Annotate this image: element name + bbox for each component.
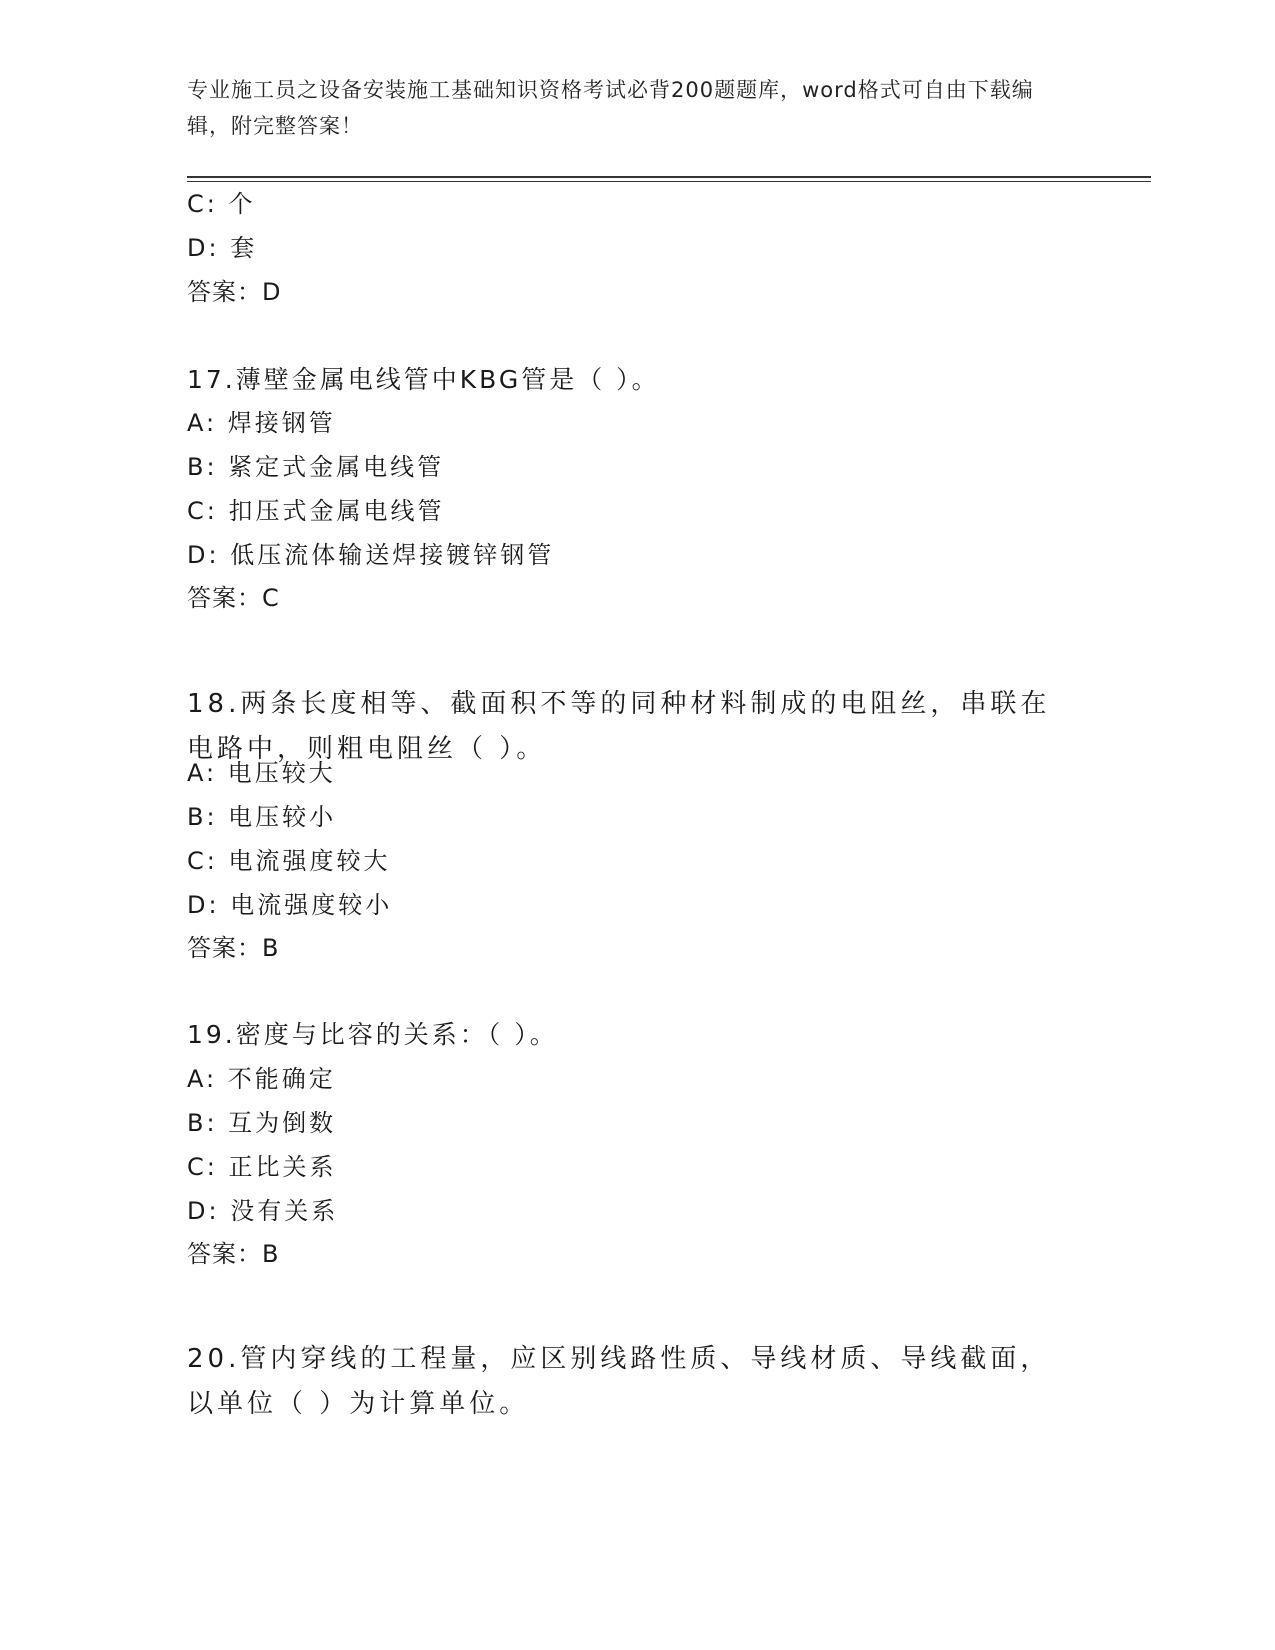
question-18-option-d: D: 电流强度较小 bbox=[187, 891, 393, 919]
header-divider-thick bbox=[187, 176, 1151, 178]
question-19-option-a: A: 不能确定 bbox=[187, 1065, 336, 1093]
question-17-answer: 答案：C bbox=[187, 584, 280, 612]
question-18-option-a: A: 电压较大 bbox=[187, 759, 336, 787]
question-19-option-c: C: 正比关系 bbox=[187, 1153, 337, 1181]
question-18-answer: 答案：B bbox=[187, 934, 280, 962]
question-18-option-b: B: 电压较小 bbox=[187, 803, 337, 831]
question-17-option-b: B: 紧定式金属电线管 bbox=[187, 453, 445, 481]
question-17-stem: 17.薄壁金属电线管中KBG管是（ ）。 bbox=[187, 365, 660, 394]
question-19-option-d: D: 没有关系 bbox=[187, 1197, 339, 1225]
question-17-option-d: D: 低压流体输送焊接镀锌钢管 bbox=[187, 541, 555, 569]
header-divider-thin bbox=[187, 181, 1151, 182]
question-20-stem: 20.管内穿线的工程量，应区别线路性质、导线材质、导线截面，以单位（ ）为计算单位。 bbox=[187, 1344, 1051, 1419]
question-18-option-c: C: 电流强度较大 bbox=[187, 847, 391, 875]
prev-option-d: D: 套 bbox=[187, 234, 258, 262]
question-17-option-c: C: 扣压式金属电线管 bbox=[187, 497, 445, 525]
question-19-option-b: B: 互为倒数 bbox=[187, 1109, 337, 1137]
question-17-option-a: A: 焊接钢管 bbox=[187, 409, 336, 437]
question-19-stem: 19.密度与比容的关系：（ ）。 bbox=[187, 1020, 558, 1049]
prev-answer: 答案：D bbox=[187, 278, 282, 306]
question-18-stem: 18.两条长度相等、截面积不等的同种材料制成的电阻丝，串联在电路中，则粗电阻丝（ ）。 bbox=[187, 689, 1051, 764]
question-19-answer: 答案：B bbox=[187, 1240, 280, 1268]
prev-option-c: C: 个 bbox=[187, 190, 256, 218]
document-header: 专业施工员之设备安装施工基础知识资格考试必背200题题库，word格式可自由下载编辑，附完整答案！ bbox=[187, 78, 1034, 138]
